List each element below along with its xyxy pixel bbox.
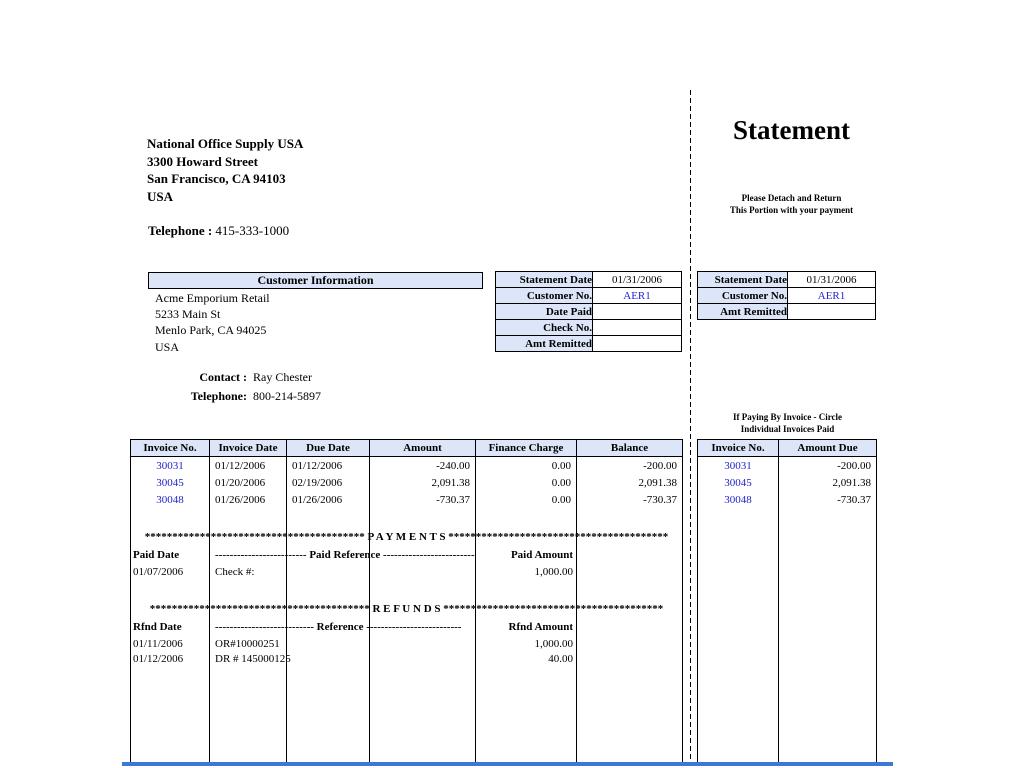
- contact-value: Ray Chester: [253, 370, 312, 384]
- finance-charge: 0.00: [551, 460, 571, 472]
- stub-invoice-table-body: [697, 457, 877, 762]
- stub-box-label: Customer No.: [698, 288, 788, 304]
- finance-charge: 0.00: [551, 494, 571, 506]
- stub-paying-note: [690, 411, 885, 435]
- statement-box-value: [593, 336, 682, 352]
- rfnd-reference: DR # 145000125: [215, 653, 291, 665]
- statement-box-label: Amt Remitted: [496, 336, 593, 352]
- paid-amount: 1,000.00: [534, 566, 573, 578]
- statement-date-box: [495, 271, 682, 352]
- seller-address-block: [147, 135, 303, 205]
- paid-reference: Check #:: [215, 566, 255, 578]
- customer-address-block: [155, 290, 270, 355]
- stub-invoice-number-link[interactable]: 30031: [724, 460, 752, 472]
- due-date: 02/19/2006: [292, 477, 343, 489]
- stub-amount-due: 2,091.38: [832, 477, 871, 489]
- balance: -730.37: [643, 494, 677, 506]
- stub-detach-note: [690, 192, 893, 216]
- stub-invoice-row: [697, 476, 877, 491]
- stub-paying-note-line2: Individual Invoices Paid: [740, 424, 835, 434]
- rfnd-date: 01/11/2006: [133, 638, 183, 650]
- customer-name: Acme Emporium Retail: [155, 291, 270, 305]
- header-due-date: Due Date: [286, 439, 370, 457]
- invoice-table-header: [130, 439, 683, 457]
- refund-row: [130, 652, 683, 667]
- invoice-date: 01/12/2006: [215, 460, 266, 472]
- stub-invoice-table-header: [697, 439, 877, 457]
- seller-phone-value: 415-333-1000: [215, 223, 290, 238]
- paid-amount-label: Paid Amount: [510, 549, 573, 561]
- rfnd-amount: 1,000.00: [534, 638, 573, 650]
- paid-date: 01/07/2006: [133, 566, 184, 578]
- stub-header-amount-due: Amount Due: [778, 439, 877, 457]
- stub-detach-note-line2: This Portion with your payment: [729, 205, 854, 215]
- due-date: 01/26/2006: [292, 494, 343, 506]
- stub-header-invoice-no: Invoice No.: [697, 439, 779, 457]
- stub-invoice-row: [697, 493, 877, 508]
- invoice-number-link[interactable]: 30045: [156, 477, 184, 489]
- stub-box-label: Amt Remitted: [698, 304, 788, 320]
- customer-address-line: 5233 Main St: [155, 307, 221, 322]
- payments-banner: **************************************** P A Y M E N T S ****************************************: [144, 531, 669, 543]
- customer-address-line: Menlo Park, CA 94025: [155, 323, 267, 338]
- invoice-row: [130, 459, 683, 474]
- stub-invoice-number-link[interactable]: 30048: [724, 494, 752, 506]
- rfnd-amount: 40.00: [548, 653, 573, 665]
- stub-box-value: 01/31/2006: [788, 272, 876, 288]
- rfnd-date: 01/12/2006: [133, 653, 184, 665]
- payments-column-header: [130, 548, 683, 563]
- invoice-date: 01/26/2006: [215, 494, 266, 506]
- stub-invoice-number-link[interactable]: 30045: [724, 477, 752, 489]
- invoice-number-link[interactable]: 30031: [156, 460, 184, 472]
- customer-information-header: Customer Information: [148, 272, 483, 289]
- header-balance: Balance: [576, 439, 683, 457]
- header-finance-charge: Finance Charge: [475, 439, 577, 457]
- seller-name: National Office Supply USA: [147, 136, 304, 151]
- statement-box-label: Customer No.: [496, 288, 593, 304]
- stub-statement-date-box: [697, 271, 876, 320]
- due-date: 01/12/2006: [292, 460, 343, 472]
- invoice-date: 01/20/2006: [215, 477, 266, 489]
- customer-contact-block: [157, 370, 321, 407]
- stub-paying-note-line1: If Paying By Invoice - Circle: [732, 412, 843, 422]
- stub-invoice-table: [697, 439, 877, 762]
- balance: -200.00: [643, 460, 677, 472]
- bottom-blue-rule: [122, 762, 893, 766]
- seller-address-line: USA: [147, 188, 174, 204]
- finance-charge: 0.00: [551, 477, 571, 489]
- contact-phone-label: Telephone:: [190, 388, 247, 403]
- amount: -240.00: [436, 460, 470, 472]
- stub-detach-note-line1: Please Detach and Return: [741, 193, 842, 203]
- statement-box-value: [593, 304, 682, 320]
- header-invoice-no: Invoice No.: [130, 439, 210, 457]
- statement-box-label: Check No.: [496, 320, 593, 336]
- statement-box-label: Date Paid: [496, 304, 593, 320]
- stub-amount-due: -200.00: [837, 460, 871, 472]
- invoice-number-link[interactable]: 30048: [156, 494, 184, 506]
- contact-phone-value: 800-214-5897: [253, 388, 321, 403]
- seller-address-line: 3300 Howard Street: [147, 153, 258, 169]
- invoice-row: [130, 493, 683, 508]
- header-amount: Amount: [369, 439, 476, 457]
- amount: 2,091.38: [431, 477, 470, 489]
- paid-reference-label: ------------------------- Paid Reference -------------------------: [215, 549, 475, 561]
- header-invoice-date: Invoice Date: [209, 439, 287, 457]
- seller-address-line: San Francisco, CA 94103: [147, 171, 286, 186]
- seller-phone-line: [148, 223, 289, 239]
- stub-amount-due: -730.37: [837, 494, 871, 506]
- invoice-table: [130, 439, 683, 762]
- stub-customer-number-link[interactable]: AER1: [788, 288, 876, 304]
- paid-date-label: Paid Date: [133, 549, 180, 561]
- refunds-banner: **************************************** R E F U N D S ****************************************: [149, 603, 664, 615]
- refunds-column-header: [130, 620, 683, 635]
- balance: 2,091.38: [638, 477, 677, 489]
- seller-phone-label: Telephone :: [148, 223, 213, 238]
- stub-box-value: [788, 304, 876, 320]
- statement-box-value: 01/31/2006: [593, 272, 682, 288]
- payment-row: [130, 565, 683, 580]
- rfnd-reference: OR#10000251: [215, 638, 280, 650]
- rfnd-date-label: Rfnd Date: [133, 621, 182, 633]
- statement-box-value: [593, 320, 682, 336]
- invoice-table-body: [130, 457, 683, 762]
- stub-box-label: Statement Date: [698, 272, 788, 288]
- statement-box-label: Statement Date: [496, 272, 593, 288]
- customer-number-link[interactable]: AER1: [593, 288, 682, 304]
- stub-title: Statement: [733, 115, 850, 145]
- rfnd-amount-label: Rfnd Amount: [508, 621, 573, 633]
- refund-row: [130, 637, 683, 652]
- amount: -730.37: [436, 494, 470, 506]
- invoice-row: [130, 476, 683, 491]
- contact-label: Contact :: [199, 370, 247, 384]
- customer-address-line: USA: [155, 339, 180, 354]
- rfnd-reference-label: --------------------------- Reference --------------------------: [215, 621, 462, 633]
- stub-invoice-row: [697, 459, 877, 474]
